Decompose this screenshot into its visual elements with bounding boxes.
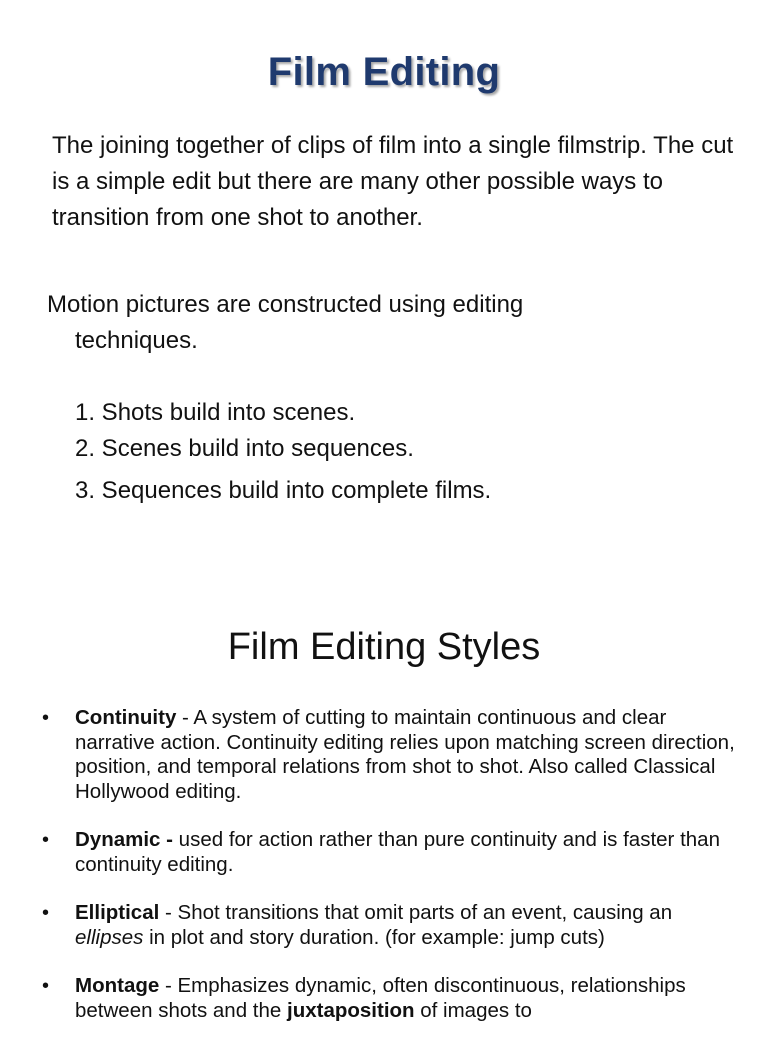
style-description: - Shot transitions that omit parts of an event, causing an <box>159 901 673 924</box>
style-emphasis: ellipses <box>75 925 144 949</box>
editing-styles-list <box>40 706 740 1047</box>
style-description-end: of images to <box>414 998 532 1022</box>
style-term: Elliptical <box>75 901 160 924</box>
style-term: Dynamic - <box>75 828 173 851</box>
style-item-continuity <box>40 706 740 804</box>
style-item-elliptical <box>40 901 740 950</box>
style-description: used for action rather than pure continuity and is faster than continuity editing. <box>75 828 720 876</box>
editing-steps-list <box>75 395 491 509</box>
step-item: 1. Shots build into scenes. <box>75 399 356 426</box>
motion-line-1: Motion pictures are constructed using editing <box>47 291 524 318</box>
slide-title-film-editing: Film Editing <box>267 50 501 94</box>
intro-paragraph: The joining together of clips of film into a single filmstrip. The cut is a simple edit but there are many other possible ways to transition from one shot to another. <box>52 132 734 231</box>
slide-title-film-editing-styles: Film Editing Styles <box>227 626 541 668</box>
style-item-dynamic <box>40 828 740 877</box>
step-item: 2. Scenes build into sequences. <box>75 435 414 462</box>
step-item: 3. Sequences build into complete films. <box>75 477 492 504</box>
style-term: Continuity <box>75 706 177 729</box>
motion-pictures-paragraph <box>47 287 737 359</box>
style-description-end: in plot and story duration. (for example: jump cuts) <box>143 925 605 949</box>
bullet-icon: • <box>42 902 50 924</box>
style-term: Montage <box>75 974 160 997</box>
bullet-icon: • <box>42 829 50 851</box>
style-bold-inline: juxtaposition <box>287 998 415 1022</box>
style-description: - Emphasizes dynamic, often discontinuous, relationships between shots and the <box>75 974 686 1022</box>
bullet-icon: • <box>42 707 50 729</box>
bullet-icon: • <box>42 975 50 997</box>
motion-line-2: techniques. <box>75 327 198 354</box>
style-item-montage <box>40 974 740 1023</box>
style-description: - A system of cutting to maintain continuous and clear narrative action. Continuity editing relies upon matching screen direction, position, and temporal relations from shot to shot. Also called Classical Hollywood editing. <box>75 706 735 803</box>
